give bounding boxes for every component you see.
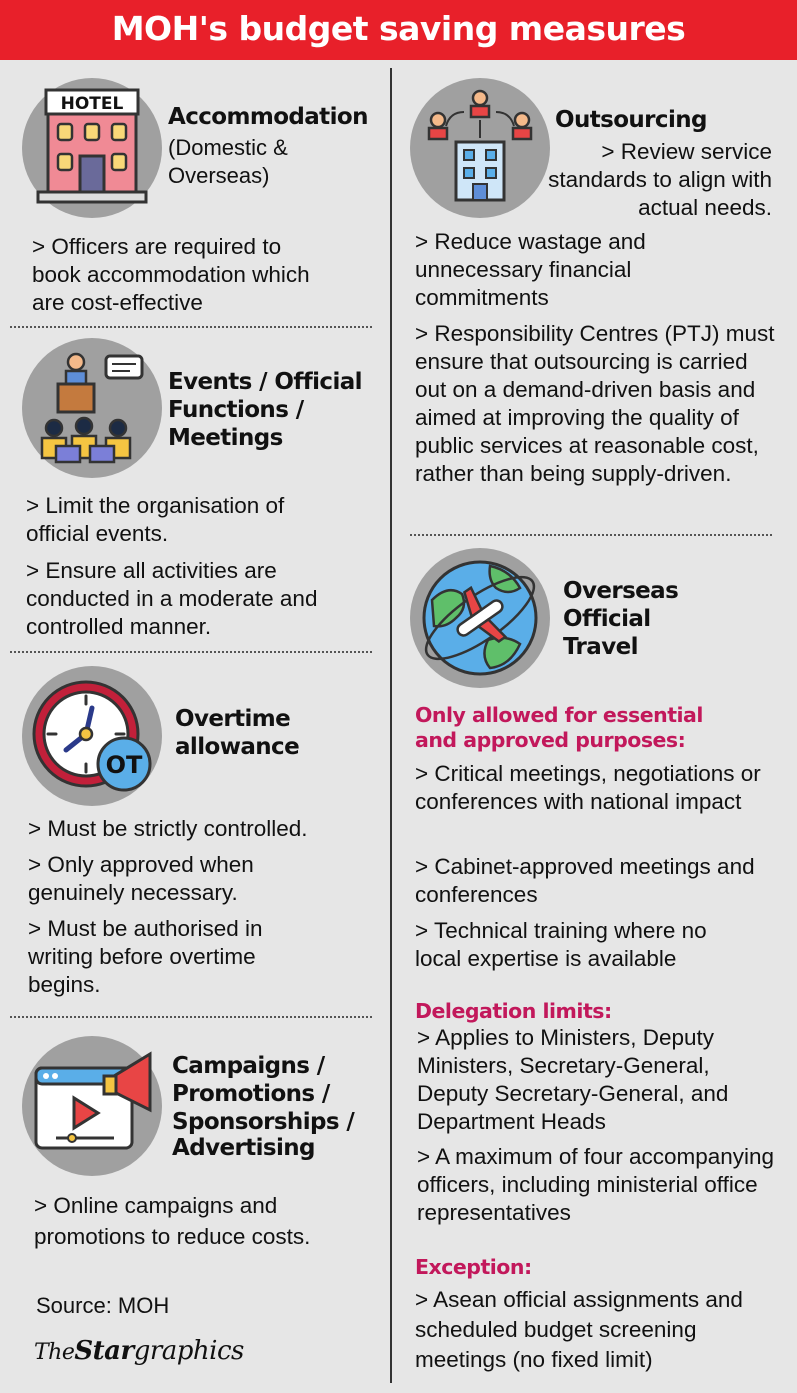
travel-exception-heading: Exception:	[415, 1255, 532, 1279]
travel-title-line2: Official	[563, 606, 651, 632]
section-divider	[10, 651, 372, 653]
outsourcing-title: Outsourcing	[555, 107, 707, 133]
outsourcing-icon	[410, 78, 550, 218]
accommodation-title: Accommodation	[168, 104, 368, 130]
accommodation-subtitle-line1: (Domestic &	[168, 135, 288, 160]
clock-icon	[22, 666, 162, 806]
section-divider	[410, 534, 772, 536]
megaphone-icon	[22, 1036, 162, 1176]
overtime-point-3: > Must be authorised in writing before overtime begins.	[28, 916, 263, 997]
campaigns-point: > Online campaigns and promotions to reduce costs.	[34, 1193, 311, 1249]
overtime-point-1: > Must be strictly controlled.	[28, 816, 308, 841]
hotel-sign-text: HOTEL	[60, 94, 124, 114]
section-divider	[10, 326, 372, 328]
travel-allowed-point-2: > Cabinet-approved meetings and conferences	[415, 854, 755, 907]
source-credit: Source: MOH	[36, 1293, 170, 1318]
travel-allowed-heading: Only allowed for essential and approved purposes:	[415, 703, 703, 752]
overtime-point-2: > Only approved when genuinely necessary.	[28, 852, 254, 905]
events-title-line1: Events / Official	[168, 369, 362, 395]
travel-delegation-point-1: > Applies to Ministers, Deputy Ministers, Secretary-General, Deputy Secretary-General, and Department Heads	[417, 1025, 729, 1134]
travel-allowed-point-1: > Critical meetings, negotiations or conferences with national impact	[415, 761, 761, 814]
campaigns-title-line3: Sponsorships /	[172, 1109, 355, 1135]
logo-graphics: graphics	[133, 1336, 244, 1366]
campaigns-title-line4: Advertising	[172, 1135, 315, 1161]
outsourcing-point-2: > Responsibility Centres (PTJ) must ensure that outsourcing is carried out on a demand-driven basis and aimed at improving the quality of public services at reasonable cost, rather than being supply-driven.	[415, 321, 775, 486]
campaigns-title-line2: Promotions /	[172, 1081, 330, 1107]
thestar-graphics-logo	[34, 1336, 244, 1366]
travel-title-line1: Overseas	[563, 578, 679, 604]
events-title-line3: Meetings	[168, 425, 283, 451]
logo-star: Star	[74, 1336, 134, 1366]
accommodation-point: > Officers are required to book accommodation which are cost-effective	[32, 234, 310, 315]
overtime-title-line2: allowance	[175, 734, 300, 760]
outsourcing-intro: > Review service standards to align with actual needs.	[548, 139, 772, 220]
events-point-1: > Limit the organisation of official events.	[26, 493, 285, 546]
section-divider	[10, 1016, 372, 1018]
page-title: MOH's budget saving measures	[0, 0, 797, 60]
meeting-icon	[22, 338, 162, 478]
travel-exception-point: > Asean official assignments and scheduled budget screening meetings (no fixed limit)	[415, 1287, 743, 1372]
travel-delegation-point-2: > A maximum of four accompanying officers, including ministerial office representatives	[417, 1144, 775, 1225]
travel-title-line3: Travel	[563, 634, 638, 660]
hotel-icon	[22, 78, 162, 218]
accommodation-subtitle-line2: Overseas)	[168, 163, 270, 188]
events-point-2: > Ensure all activities are conducted in a moderate and controlled manner.	[26, 558, 318, 639]
travel-delegation-heading: Delegation limits:	[415, 999, 612, 1023]
outsourcing-point-1: > Reduce wastage and unnecessary financial commitments	[415, 229, 646, 310]
campaigns-title-line1: Campaigns /	[172, 1053, 325, 1079]
events-title-line2: Functions /	[168, 397, 304, 423]
globe-plane-icon	[410, 548, 550, 688]
column-divider	[390, 68, 392, 1383]
overtime-title-line1: Overtime	[175, 706, 291, 732]
travel-allowed-point-3: > Technical training where no local expertise is available	[415, 918, 707, 971]
logo-the: The	[34, 1340, 75, 1365]
ot-badge-text: OT	[105, 751, 143, 779]
